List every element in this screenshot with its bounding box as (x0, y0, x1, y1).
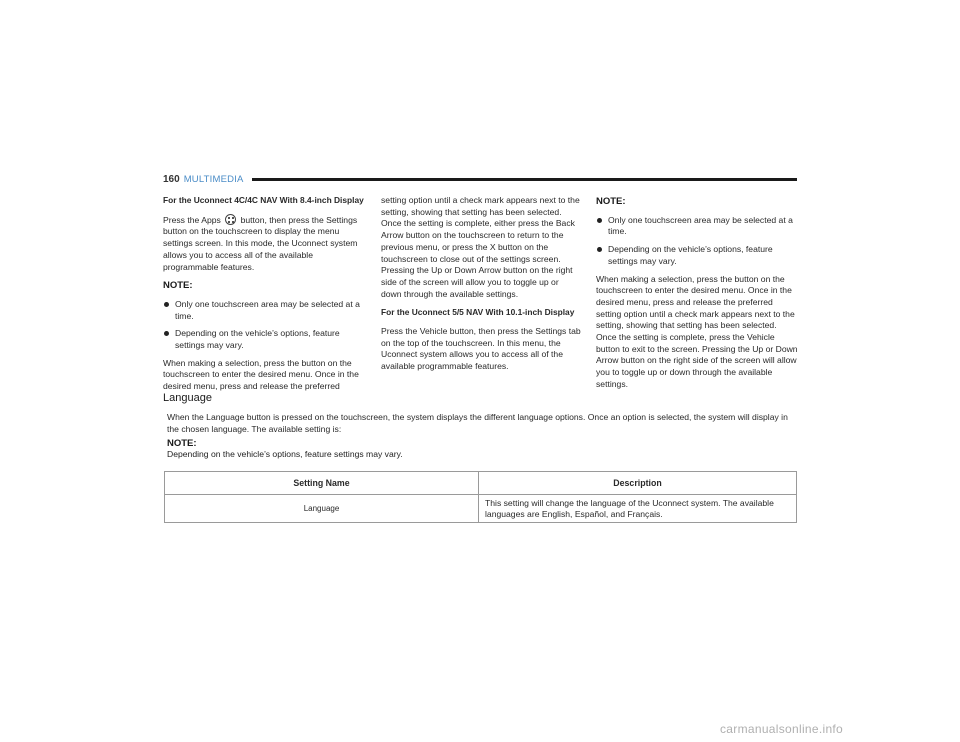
column-1 (163, 195, 369, 400)
list-item-text: Only one touchscreen area may be selected at a time. (608, 214, 793, 237)
language-heading: Language (163, 392, 212, 404)
table-row (165, 495, 797, 523)
list-item (596, 215, 798, 238)
language-body (167, 412, 795, 435)
table-cell-setting-name: Language (165, 495, 479, 523)
note-label: NOTE: (167, 438, 197, 449)
paragraph-selection: When making a selection, press the button on the touchscreen to enter the desired menu. Once in the desired menu, press and release the preferred setting option until a check mark appears next to the setting, showing that setting has been selected. Once the setting is complete, press the Vehicle button to exit to the screen. Pressing the Up or Down Arrow button on the right side of the screen will allow you to toggle up or down through the available settings. (596, 273, 798, 389)
list-item-text: Only one touchscreen area may be selected at a time. (175, 298, 360, 321)
subhead-uconnect-4c: For the Uconnect 4C/4C NAV With 8.4-inch Display (163, 195, 364, 205)
list-item-text: Depending on the vehicle’s options, feature settings may vary. (608, 244, 773, 266)
paragraph-vehicle-button: Press the Vehicle button, then press the Settings tab on the top of the touchscreen. In this menu, the Uconnect system allows you to access all of the available programmable features. (381, 326, 581, 372)
note-list (163, 299, 369, 352)
bullet-icon (597, 218, 602, 223)
bullet-icon (164, 331, 169, 336)
page-number: 160 (163, 173, 180, 185)
table-cell-description: This setting will change the language of the Uconnect system. The available languages are English, Español, and Français. (479, 495, 797, 523)
column-header-description: Description (479, 472, 797, 495)
column-header-setting-name: Setting Name (165, 472, 479, 495)
para-text: button, then press the Settings button on the touchscreen to display the menu settings screen. In this mode, the Uconnect system allows you to access all of the available programmable features. (163, 214, 358, 272)
list-item (596, 244, 798, 267)
paragraph-selection: When making a selection, press the button on the touchscreen to enter the desired menu. Once in the desired menu, press and release the preferred (163, 357, 359, 392)
subhead-uconnect-5: For the Uconnect 5/5 NAV With 10.1-inch Display (381, 307, 575, 318)
list-item (163, 328, 369, 351)
language-description: When the Language button is pressed on the touchscreen, the system displays the different language options. Once an option is selected, the system will display in the chosen language. The available setting is: (167, 412, 788, 434)
note-label: NOTE: (596, 196, 626, 207)
settings-table (164, 471, 797, 523)
para-text: Press the Apps (163, 214, 221, 225)
apps-icon (225, 214, 236, 225)
section-title: MULTIMEDIA (183, 173, 244, 185)
table-header-row (165, 472, 797, 495)
page-header (163, 172, 797, 186)
column-2 (381, 195, 581, 380)
watermark: carmanualsonline.info (720, 722, 844, 736)
list-item-text: Depending on the vehicle’s options, feature settings may vary. (175, 328, 340, 351)
note-list (596, 215, 798, 268)
note-text: Depending on the vehicle’s options, feature settings may vary. (167, 449, 403, 459)
paragraph-setting-option: setting option until a check mark appears next to the setting, showing that setting has been selected. Once the setting is complete, either press the Back Arrow button on the touchscreen to return to the previous menu, or press the X button on the touchscreen to close out of the settings screen. Pressing the Up or Down Arrow button on the right side of the screen will allow you to toggle up or down through the available settings. (381, 195, 580, 299)
list-item (163, 299, 369, 322)
column-3 (596, 196, 798, 398)
language-note (167, 438, 403, 460)
bullet-icon (597, 247, 602, 252)
header-rule (252, 178, 797, 181)
note-label: NOTE: (163, 280, 193, 292)
paragraph-apps (163, 214, 369, 274)
bullet-icon (164, 302, 169, 307)
